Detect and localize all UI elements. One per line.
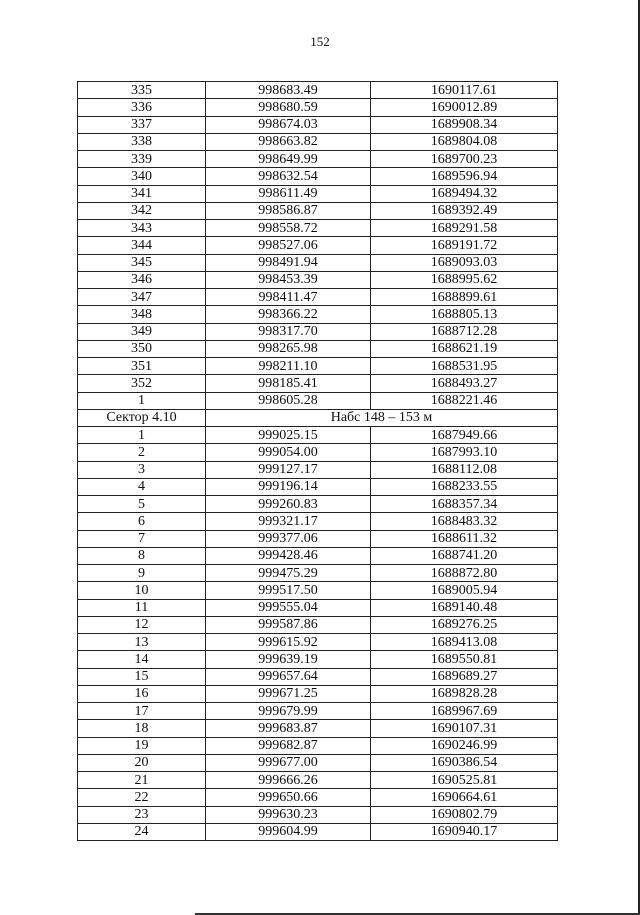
table-row	[78, 806, 558, 823]
coordinate-y: 1688357.34	[371, 496, 558, 513]
point-number: 21	[78, 772, 206, 789]
coordinate-y: 1690802.79	[371, 806, 558, 823]
point-number: 349	[78, 323, 206, 340]
coordinate-y: 1689494.32	[371, 185, 558, 202]
table-row	[78, 82, 558, 99]
point-number: 8	[78, 547, 206, 564]
coordinate-y: 1689550.81	[371, 651, 558, 668]
point-number: 343	[78, 220, 206, 237]
coordinate-y: 1688221.46	[371, 392, 558, 409]
table-row	[78, 168, 558, 185]
coordinate-y: 1689093.03	[371, 254, 558, 271]
coordinate-y: 1688233.55	[371, 478, 558, 495]
table-row	[78, 668, 558, 685]
point-number: 340	[78, 168, 206, 185]
table-row	[78, 323, 558, 340]
coordinate-y: 1689413.08	[371, 634, 558, 651]
table-row	[78, 116, 558, 133]
coordinates-rows-part1	[78, 82, 558, 410]
point-number: 10	[78, 582, 206, 599]
point-number: 13	[78, 634, 206, 651]
table-row	[78, 513, 558, 530]
table-row	[78, 271, 558, 288]
table-row	[78, 720, 558, 737]
table-row	[78, 582, 558, 599]
table-row	[78, 444, 558, 461]
coordinate-y: 1688741.20	[371, 547, 558, 564]
coordinate-x: 998611.49	[206, 185, 371, 202]
table-row	[78, 478, 558, 495]
coordinate-y: 1688805.13	[371, 306, 558, 323]
coordinate-x: 999555.04	[206, 599, 371, 616]
table-row	[78, 737, 558, 754]
coordinate-y: 1688611.32	[371, 530, 558, 547]
coordinate-x: 998680.59	[206, 99, 371, 116]
point-number: 24	[78, 823, 206, 840]
coordinate-x: 999657.64	[206, 668, 371, 685]
coordinate-x: 999604.99	[206, 823, 371, 840]
table-row	[78, 254, 558, 271]
table-row	[78, 496, 558, 513]
table-row	[78, 651, 558, 668]
coordinate-y: 1689005.94	[371, 582, 558, 599]
coordinate-x: 999630.23	[206, 806, 371, 823]
table-row	[78, 133, 558, 150]
coordinate-x: 998649.99	[206, 151, 371, 168]
point-number: 19	[78, 737, 206, 754]
coordinate-y: 1688712.28	[371, 323, 558, 340]
point-number: 347	[78, 289, 206, 306]
coordinate-y: 1690940.17	[371, 823, 558, 840]
table-row	[78, 99, 558, 116]
coordinate-y: 1689967.69	[371, 703, 558, 720]
table-row	[78, 703, 558, 720]
point-number: 342	[78, 202, 206, 219]
point-number: 4	[78, 478, 206, 495]
coordinate-y: 1689392.49	[371, 202, 558, 219]
coordinate-x: 998211.10	[206, 358, 371, 375]
point-number: 23	[78, 806, 206, 823]
table-row	[78, 616, 558, 633]
sector-name: Сектор 4.10	[78, 409, 206, 426]
point-number: 337	[78, 116, 206, 133]
point-number: 6	[78, 513, 206, 530]
coordinate-x: 999666.26	[206, 772, 371, 789]
table-row	[78, 202, 558, 219]
table-row	[78, 823, 558, 840]
coordinate-x: 999679.99	[206, 703, 371, 720]
table-row	[78, 392, 558, 409]
point-number: 338	[78, 133, 206, 150]
coordinate-y: 1690107.31	[371, 720, 558, 737]
coordinate-y: 1689191.72	[371, 237, 558, 254]
coordinate-y: 1689804.08	[371, 133, 558, 150]
point-number: 22	[78, 789, 206, 806]
coordinate-y: 1688872.80	[371, 565, 558, 582]
coordinate-x: 999677.00	[206, 754, 371, 771]
point-number: 5	[78, 496, 206, 513]
coordinate-x: 999054.00	[206, 444, 371, 461]
coordinate-y: 1689596.94	[371, 168, 558, 185]
point-number: 1	[78, 392, 206, 409]
coordinate-x: 999428.46	[206, 547, 371, 564]
coordinate-x: 998453.39	[206, 271, 371, 288]
table-row	[78, 427, 558, 444]
coordinate-x: 998586.87	[206, 202, 371, 219]
coordinate-x: 999517.50	[206, 582, 371, 599]
coordinate-x: 998411.47	[206, 289, 371, 306]
point-number: 16	[78, 685, 206, 702]
table-row	[78, 634, 558, 651]
point-number: 18	[78, 720, 206, 737]
coordinate-x: 998632.54	[206, 168, 371, 185]
point-number: 352	[78, 375, 206, 392]
coordinate-x: 998605.28	[206, 392, 371, 409]
coordinate-x: 999650.66	[206, 789, 371, 806]
coordinate-x: 999671.25	[206, 685, 371, 702]
coordinates-rows-part2	[78, 427, 558, 841]
table-row	[78, 151, 558, 168]
coordinate-y: 1690664.61	[371, 789, 558, 806]
coordinate-y: 1688531.95	[371, 358, 558, 375]
coordinate-y: 1689908.34	[371, 116, 558, 133]
coordinate-y: 1688995.62	[371, 271, 558, 288]
point-number: 20	[78, 754, 206, 771]
point-number: 351	[78, 358, 206, 375]
point-number: 11	[78, 599, 206, 616]
point-number: 350	[78, 340, 206, 357]
coordinate-x: 998265.98	[206, 340, 371, 357]
coordinate-x: 999475.29	[206, 565, 371, 582]
coordinate-x: 998674.03	[206, 116, 371, 133]
coordinate-x: 999321.17	[206, 513, 371, 530]
coordinate-y: 1688483.32	[371, 513, 558, 530]
table-row	[78, 461, 558, 478]
table-row	[78, 772, 558, 789]
point-number: 12	[78, 616, 206, 633]
point-number: 3	[78, 461, 206, 478]
table-row	[78, 358, 558, 375]
coordinate-x: 998317.70	[206, 323, 371, 340]
table-row	[78, 185, 558, 202]
coordinate-y: 1690012.89	[371, 99, 558, 116]
point-number: 7	[78, 530, 206, 547]
coordinate-y: 1689140.48	[371, 599, 558, 616]
coordinate-x: 999682.87	[206, 737, 371, 754]
coordinate-x: 998185.41	[206, 375, 371, 392]
point-number: 346	[78, 271, 206, 288]
table-row	[78, 340, 558, 357]
point-number: 9	[78, 565, 206, 582]
coordinate-y: 1688112.08	[371, 461, 558, 478]
coordinate-y: 1687993.10	[371, 444, 558, 461]
coordinates-table	[77, 81, 558, 841]
point-number: 2	[78, 444, 206, 461]
table-row	[78, 220, 558, 237]
coordinate-y: 1690246.99	[371, 737, 558, 754]
table-row	[78, 237, 558, 254]
coordinate-y: 1689700.23	[371, 151, 558, 168]
coordinate-y: 1690117.61	[371, 82, 558, 99]
coordinate-x: 999025.15	[206, 427, 371, 444]
coordinate-y: 1687949.66	[371, 427, 558, 444]
table-row	[78, 565, 558, 582]
coordinate-x: 998527.06	[206, 237, 371, 254]
sector-header	[78, 409, 558, 426]
point-number: 344	[78, 237, 206, 254]
point-number: 339	[78, 151, 206, 168]
coordinate-y: 1689276.25	[371, 616, 558, 633]
coordinate-y: 1690386.54	[371, 754, 558, 771]
table-row	[78, 547, 558, 564]
point-number: 348	[78, 306, 206, 323]
coordinate-y: 1690525.81	[371, 772, 558, 789]
table-row	[78, 375, 558, 392]
coordinate-x: 999615.92	[206, 634, 371, 651]
coordinate-x: 998663.82	[206, 133, 371, 150]
point-number: 336	[78, 99, 206, 116]
page-number: 152	[310, 34, 330, 49]
point-number: 1	[78, 427, 206, 444]
point-number: 14	[78, 651, 206, 668]
table-row	[78, 530, 558, 547]
table-row	[78, 289, 558, 306]
coordinate-y: 1689689.27	[371, 668, 558, 685]
table-row	[78, 306, 558, 323]
coordinate-x: 999587.86	[206, 616, 371, 633]
coordinate-x: 998683.49	[206, 82, 371, 99]
point-number: 15	[78, 668, 206, 685]
coordinate-x: 999260.83	[206, 496, 371, 513]
coordinate-y: 1689291.58	[371, 220, 558, 237]
sector-height: Набс 148 – 153 м	[206, 409, 558, 426]
coordinate-y: 1688493.27	[371, 375, 558, 392]
coordinate-x: 998558.72	[206, 220, 371, 237]
point-number: 341	[78, 185, 206, 202]
coordinate-x: 999683.87	[206, 720, 371, 737]
coordinate-y: 1688899.61	[371, 289, 558, 306]
coordinate-x: 999639.19	[206, 651, 371, 668]
point-number: 345	[78, 254, 206, 271]
coordinate-x: 999127.17	[206, 461, 371, 478]
point-number: 17	[78, 703, 206, 720]
coordinate-x: 999377.06	[206, 530, 371, 547]
table-row	[78, 789, 558, 806]
coordinate-x: 999196.14	[206, 478, 371, 495]
coordinate-y: 1689828.28	[371, 685, 558, 702]
coordinate-y: 1688621.19	[371, 340, 558, 357]
point-number: 335	[78, 82, 206, 99]
coordinate-x: 998366.22	[206, 306, 371, 323]
coordinate-x: 998491.94	[206, 254, 371, 271]
table-row	[78, 754, 558, 771]
sector-row	[78, 409, 558, 426]
table-row	[78, 599, 558, 616]
table-row	[78, 685, 558, 702]
